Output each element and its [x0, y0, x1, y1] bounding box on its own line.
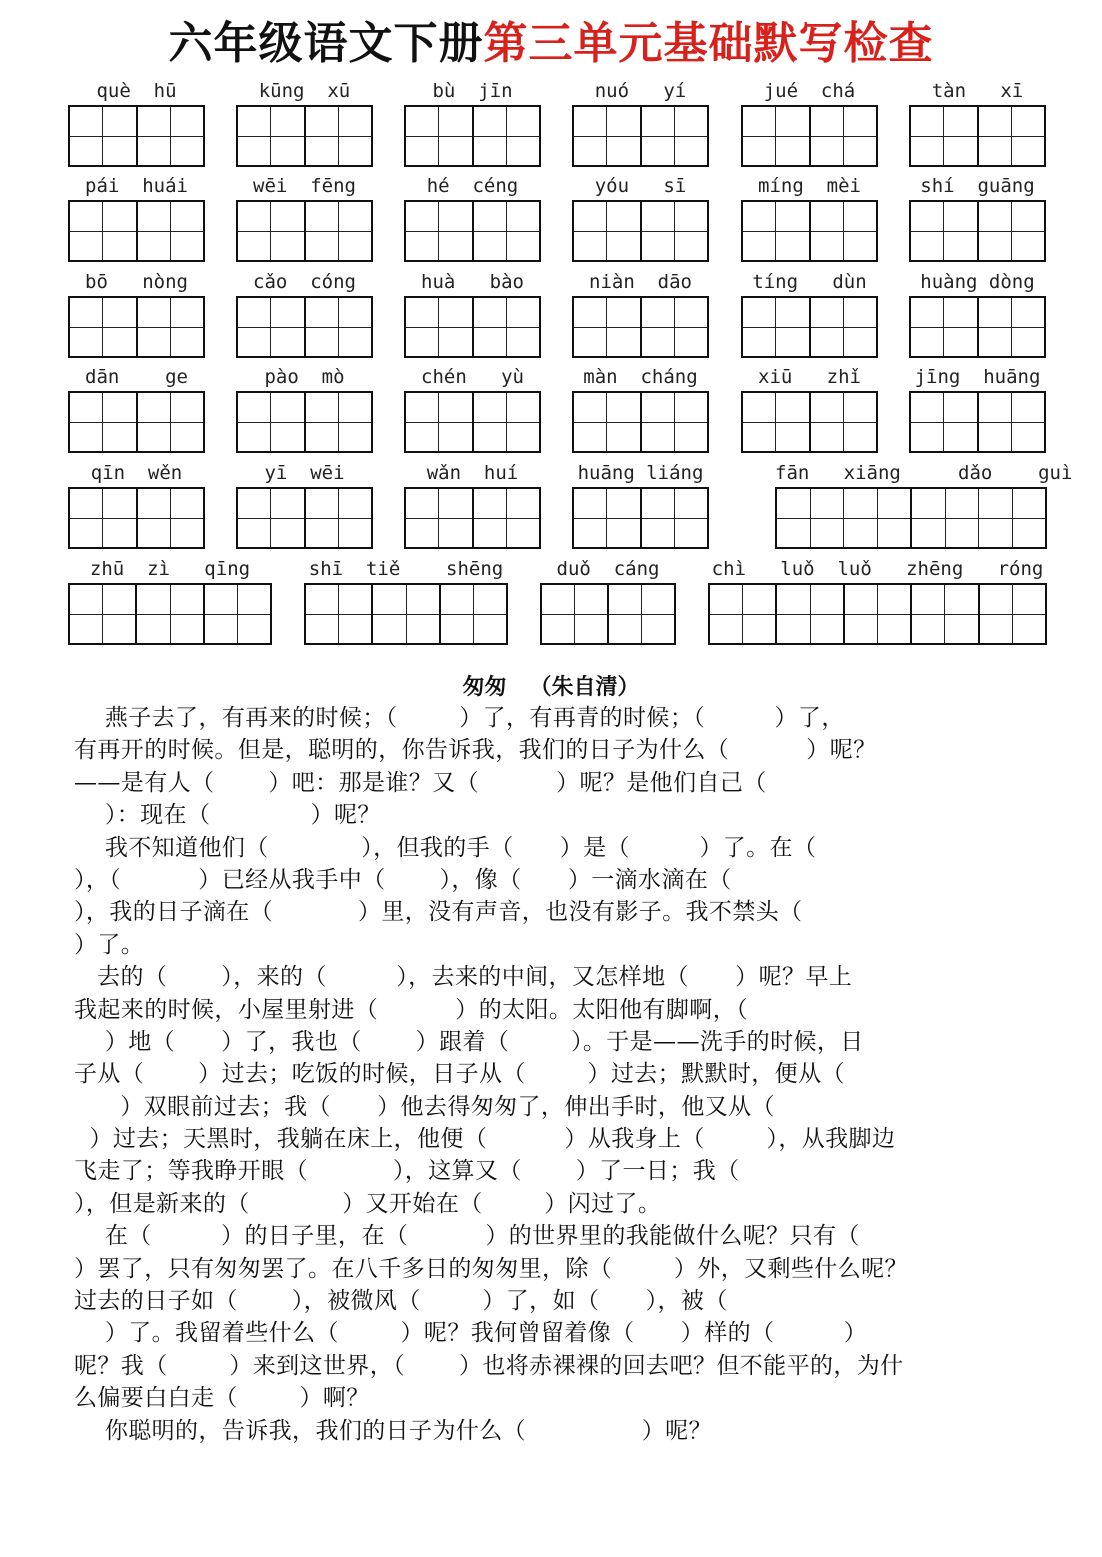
passage-line: ）了。我留着些什么（ ）呢？我何曾留着像（ ）样的（ ）	[74, 1320, 868, 1347]
passage-line: 在（ ）的日子里，在（ ）的世界里的我能做什么呢？只有（	[74, 1223, 860, 1250]
grid-cell[interactable]	[137, 585, 170, 643]
grid-cell[interactable]	[776, 107, 810, 165]
grid-cell[interactable]	[271, 202, 305, 260]
grid-cell[interactable]	[474, 298, 507, 356]
grid-cell[interactable]	[776, 298, 810, 356]
grid-cell[interactable]	[811, 393, 844, 451]
passage-line: ）：现在（ ）呢？	[74, 802, 381, 829]
writing-grid[interactable]	[404, 105, 541, 167]
passage-line: ），但是新来的（ ）又开始在（ ）闪过了。	[74, 1190, 662, 1217]
pinyin-label: cǎo cóng	[253, 271, 356, 293]
grid-cell[interactable]	[103, 298, 137, 356]
grid-cell[interactable]	[1013, 585, 1045, 643]
writing-grid[interactable]	[909, 391, 1046, 453]
writing-grid[interactable]	[68, 487, 205, 549]
grid-cell[interactable]	[103, 393, 137, 451]
grid-cell[interactable]	[574, 107, 607, 165]
grid-cell[interactable]	[474, 393, 507, 451]
pinyin-label: nuó yí	[594, 80, 687, 102]
passage-line: ）双眼前过去；我（ ）他去得匆匆了，伸出手时，他又从（	[74, 1093, 775, 1120]
grid-cell[interactable]	[675, 202, 707, 260]
grid-cell[interactable]	[238, 489, 271, 547]
passage	[74, 702, 1044, 1447]
grid-cell[interactable]	[777, 585, 810, 643]
grid-cell[interactable]	[743, 202, 776, 260]
grid-cell[interactable]	[607, 489, 641, 547]
passage-line: 过去的日子如（ ），被微风（ ）了，如（ ），被（	[74, 1288, 728, 1315]
passage-line: 子从（ ）过去；吃饭的时候，日子从（ ）过去；默默时，便从（	[74, 1061, 845, 1088]
grid-cell[interactable]	[911, 202, 944, 260]
grid-cell[interactable]	[844, 298, 876, 356]
passage-line: 么偏要白白走（ ）啊？	[74, 1385, 370, 1412]
passage-line: ）地（ ）了，我也（ ）跟着（ ）。于是——洗手的时候，日	[74, 1028, 864, 1055]
grid-cell[interactable]	[70, 107, 103, 165]
pinyin-label: duǒ cáng	[556, 558, 660, 580]
pinyin-label: què hū	[96, 80, 177, 102]
writing-grid[interactable]	[540, 583, 676, 645]
grid-cell[interactable]	[138, 107, 171, 165]
grid-cell[interactable]	[912, 489, 946, 547]
grid-cell[interactable]	[811, 202, 844, 260]
grid-cell[interactable]	[507, 393, 539, 451]
grid-cell[interactable]	[944, 298, 978, 356]
pinyin-label: pái huái	[85, 175, 188, 197]
pinyin-label: màn cháng	[583, 366, 698, 388]
pinyin-label: jué chá	[763, 80, 856, 102]
writing-grid[interactable]	[572, 105, 709, 167]
writing-grid[interactable]	[404, 487, 541, 549]
grid-cell[interactable]	[642, 393, 675, 451]
writing-grid[interactable]	[236, 296, 373, 358]
grid-cell[interactable]	[507, 107, 539, 165]
grid-cell[interactable]	[306, 489, 339, 547]
grid-cell[interactable]	[171, 202, 203, 260]
grid-cell[interactable]	[507, 298, 539, 356]
grid-cell[interactable]	[171, 489, 203, 547]
grid-cell[interactable]	[844, 202, 876, 260]
pinyin-label: míng mèi	[758, 175, 861, 197]
grid-cell[interactable]	[675, 107, 707, 165]
grid-cell[interactable]	[238, 107, 271, 165]
grid-cell[interactable]	[103, 489, 137, 547]
grid-cell[interactable]	[138, 489, 171, 547]
title-black: 六年级语文下册	[168, 18, 484, 69]
grid-cell[interactable]	[306, 202, 339, 260]
grid-cell[interactable]	[575, 585, 609, 643]
grid-cell[interactable]	[339, 202, 371, 260]
grid-cell[interactable]	[441, 585, 474, 643]
writing-grid[interactable]	[404, 391, 541, 453]
passage-line: ）过去；天黑时，我躺在床上，他便（ ）从我身上（ ），从我脚边	[74, 1126, 896, 1153]
writing-grid[interactable]	[236, 105, 373, 167]
grid-cell[interactable]	[339, 393, 371, 451]
page-title	[0, 12, 1102, 76]
writing-grid[interactable]	[304, 583, 508, 645]
grid-cell[interactable]	[238, 298, 271, 356]
grid-cell[interactable]	[946, 489, 980, 547]
grid-cell[interactable]	[70, 585, 103, 643]
writing-grid[interactable]	[68, 200, 205, 262]
writing-grid[interactable]	[236, 487, 373, 549]
grid-cell[interactable]	[979, 107, 1012, 165]
pinyin-label: niàn dāo	[589, 271, 692, 293]
grid-cell[interactable]	[474, 202, 507, 260]
grid-cell[interactable]	[439, 489, 473, 547]
grid-cell[interactable]	[911, 393, 944, 451]
grid-cell[interactable]	[878, 585, 912, 643]
grid-cell[interactable]	[675, 393, 707, 451]
grid-cell[interactable]	[238, 202, 271, 260]
grid-cell[interactable]	[138, 202, 171, 260]
writing-grid[interactable]	[909, 105, 1046, 167]
grid-cell[interactable]	[944, 107, 978, 165]
grid-cell[interactable]	[776, 202, 810, 260]
pinyin-label: huāng liáng	[577, 462, 704, 484]
grid-cell[interactable]	[271, 298, 305, 356]
writing-grid[interactable]	[572, 487, 709, 549]
grid-cell[interactable]	[1012, 107, 1044, 165]
pinyin-label: huàng dòng	[920, 271, 1035, 293]
grid-cell[interactable]	[642, 585, 674, 643]
grid-cell[interactable]	[138, 393, 171, 451]
pinyin-label: huà bào	[421, 271, 524, 293]
passage-line: 有再开的时候。但是，聪明的，你告诉我，我们的日子为什么（ ）呢？	[74, 737, 877, 764]
passage-line: 去的（ ），来的（ ），去来的中间，又怎样地（ ）呢？早上	[74, 964, 853, 991]
grid-cell[interactable]	[574, 298, 607, 356]
passage-line: 燕子去了，有再来的时候；（ ）了，有再青的时候；（ ）了，	[74, 705, 845, 731]
grid-cell[interactable]	[306, 298, 339, 356]
pinyin-label: shī tiě shēng	[308, 558, 504, 580]
writing-grid[interactable]	[741, 105, 878, 167]
grid-cell[interactable]	[607, 393, 641, 451]
passage-line: ），我的日子滴在（ ）里，没有声音，也没有影子。我不禁头（	[74, 899, 803, 926]
pinyin-label: fān xiāng dǎo guì	[775, 462, 1073, 484]
pinyin-label: chì luǒ luǒ zhēng róng	[711, 558, 1044, 580]
writing-grid[interactable]	[572, 200, 709, 262]
writing-grid[interactable]	[775, 487, 1047, 549]
grid-cell[interactable]	[70, 393, 103, 451]
grid-cell[interactable]	[743, 107, 776, 165]
pinyin-label: zhū zì qīng	[89, 558, 251, 580]
passage-line: ），（ ）已经从我手中（ ），像（ ）一滴水滴在（	[74, 866, 732, 893]
pinyin-label: xiū zhǐ	[758, 366, 861, 388]
grid-cell[interactable]	[844, 489, 878, 547]
grid-cell[interactable]	[844, 107, 876, 165]
grid-cell[interactable]	[1013, 489, 1046, 547]
pinyin-label: wǎn huí	[426, 462, 519, 484]
grid-cell[interactable]	[474, 489, 507, 547]
writing-grid[interactable]	[909, 296, 1046, 358]
writing-grid[interactable]	[68, 583, 272, 645]
grid-cell[interactable]	[70, 298, 103, 356]
writing-grid[interactable]	[909, 200, 1046, 262]
grid-cell[interactable]	[406, 489, 439, 547]
grid-cell[interactable]	[474, 585, 506, 643]
grid-cell[interactable]	[675, 298, 707, 356]
grid-cell[interactable]	[1012, 202, 1044, 260]
grid-cell[interactable]	[609, 585, 642, 643]
pinyin-label: dān ge	[85, 366, 188, 388]
pinyin-label: yóu sī	[594, 175, 687, 197]
pinyin-label: tàn xī	[931, 80, 1024, 102]
grid-cell[interactable]	[607, 298, 641, 356]
grid-cell[interactable]	[70, 489, 103, 547]
grid-cell[interactable]	[439, 298, 473, 356]
grid-cell[interactable]	[878, 489, 913, 547]
grid-cell[interactable]	[979, 393, 1012, 451]
title-red: 第三单元基础默写检查	[483, 18, 934, 69]
grid-cell[interactable]	[507, 489, 539, 547]
grid-cell[interactable]	[743, 298, 776, 356]
writing-grid[interactable]	[68, 391, 205, 453]
grid-cell[interactable]	[574, 202, 607, 260]
grid-cell[interactable]	[844, 393, 876, 451]
grid-cell[interactable]	[373, 585, 406, 643]
grid-cell[interactable]	[944, 393, 978, 451]
writing-grid[interactable]	[404, 296, 541, 358]
passage-title: 匆匆 （朱自清）	[462, 674, 640, 700]
grid-cell[interactable]	[171, 107, 203, 165]
grid-cell[interactable]	[406, 107, 439, 165]
writing-grid[interactable]	[236, 200, 373, 262]
writing-grid[interactable]	[68, 296, 205, 358]
grid-cell[interactable]	[171, 585, 205, 643]
passage-line: 你聪明的，告诉我，我们的日子为什么（ ）呢？	[74, 1417, 712, 1444]
grid-cell[interactable]	[542, 585, 575, 643]
writing-grid[interactable]	[741, 296, 878, 358]
grid-cell[interactable]	[912, 585, 945, 643]
passage-line: 我不知道他们（ ），但我的手（ ）是（ ）了。在（	[74, 834, 817, 861]
pinyin-label: jīng huāng	[914, 366, 1041, 388]
writing-grid[interactable]	[741, 200, 878, 262]
grid-cell[interactable]	[574, 393, 607, 451]
grid-cell[interactable]	[607, 107, 641, 165]
grid-cell[interactable]	[306, 393, 339, 451]
grid-cell[interactable]	[103, 107, 137, 165]
passage-line: 呢？我（ ）来到这世界，（ ）也将赤裸裸的回去吧？但不能平的，为什	[74, 1352, 904, 1379]
grid-cell[interactable]	[339, 489, 371, 547]
pinyin-label: hé céng	[426, 175, 519, 197]
grid-cell[interactable]	[507, 202, 539, 260]
pinyin-label: bù jīn	[432, 80, 513, 102]
grid-cell[interactable]	[845, 585, 878, 643]
writing-grid[interactable]	[572, 296, 709, 358]
grid-cell[interactable]	[439, 107, 473, 165]
writing-grid[interactable]	[404, 200, 541, 262]
passage-line: ——是有人（ ）吧：那是谁？又（ ）呢？是他们自己（	[74, 769, 767, 796]
grid-cell[interactable]	[439, 202, 473, 260]
grid-cell[interactable]	[945, 585, 979, 643]
grid-cell[interactable]	[103, 202, 137, 260]
grid-cell[interactable]	[306, 107, 339, 165]
writing-grid[interactable]	[572, 391, 709, 453]
grid-cell[interactable]	[710, 585, 743, 643]
grid-cell[interactable]	[979, 298, 1012, 356]
pinyin-label: pào mò	[264, 366, 345, 388]
grid-cell[interactable]	[642, 298, 675, 356]
passage-line: ）罢了，只有匆匆罢了。在八千多日的匆匆里，除（ ）外，又剩些什么呢？	[74, 1255, 908, 1282]
writing-grid[interactable]	[68, 105, 205, 167]
grid-cell[interactable]	[171, 298, 203, 356]
grid-cell[interactable]	[339, 585, 373, 643]
writing-grid[interactable]	[236, 391, 373, 453]
grid-cell[interactable]	[339, 107, 371, 165]
grid-cell[interactable]	[811, 298, 844, 356]
grid-cell[interactable]	[138, 298, 171, 356]
grid-cell[interactable]	[103, 585, 137, 643]
grid-cell[interactable]	[271, 107, 305, 165]
grid-cell[interactable]	[911, 107, 944, 165]
grid-cell[interactable]	[607, 202, 641, 260]
grid-cell[interactable]	[271, 393, 305, 451]
grid-cell[interactable]	[811, 585, 845, 643]
pinyin-label: kūng xū	[258, 80, 351, 102]
grid-cell[interactable]	[777, 489, 811, 547]
pinyin-label: qīn wěn	[90, 462, 183, 484]
grid-cell[interactable]	[70, 202, 103, 260]
grid-cell[interactable]	[980, 585, 1013, 643]
grid-cell[interactable]	[642, 107, 675, 165]
pinyin-label: bō nòng	[85, 271, 188, 293]
grid-cell[interactable]	[306, 585, 339, 643]
grid-cell[interactable]	[811, 489, 845, 547]
grid-cell[interactable]	[406, 298, 439, 356]
grid-cell[interactable]	[776, 393, 810, 451]
grid-cell[interactable]	[811, 107, 844, 165]
grid-cell[interactable]	[474, 107, 507, 165]
grid-cell[interactable]	[642, 202, 675, 260]
writing-grid[interactable]	[708, 583, 1047, 645]
passage-line: ）了。	[74, 931, 145, 958]
grid-cell[interactable]	[944, 202, 978, 260]
pinyin-label: yī wēi	[264, 462, 345, 484]
grid-cell[interactable]	[911, 298, 944, 356]
grid-cell[interactable]	[406, 393, 439, 451]
grid-cell[interactable]	[339, 298, 371, 356]
grid-cell[interactable]	[743, 585, 777, 643]
grid-cell[interactable]	[238, 585, 270, 643]
grid-cell[interactable]	[407, 585, 441, 643]
grid-cell[interactable]	[406, 202, 439, 260]
passage-line: 我起来的时候，小屋里射进（ ）的太阳。太阳他有脚啊，（	[74, 996, 749, 1023]
grid-cell[interactable]	[743, 393, 776, 451]
pinyin-label: wēi fēng	[253, 175, 356, 197]
grid-cell[interactable]	[271, 489, 305, 547]
grid-cell[interactable]	[171, 393, 203, 451]
grid-cell[interactable]	[642, 489, 675, 547]
grid-cell[interactable]	[439, 393, 473, 451]
grid-cell[interactable]	[205, 585, 238, 643]
passage-line: 飞走了；等我睁开眼（ ），这算又（ ）了一日；我（	[74, 1158, 740, 1185]
writing-grid[interactable]	[741, 391, 878, 453]
grid-cell[interactable]	[1012, 298, 1044, 356]
grid-cell[interactable]	[979, 489, 1013, 547]
grid-cell[interactable]	[1012, 393, 1044, 451]
grid-cell[interactable]	[675, 489, 707, 547]
pinyin-label: chén yù	[421, 366, 524, 388]
grid-cell[interactable]	[238, 393, 271, 451]
pinyin-label: shí guāng	[920, 175, 1035, 197]
grid-cell[interactable]	[979, 202, 1012, 260]
pinyin-label: tíng dùn	[752, 271, 867, 293]
grid-cell[interactable]	[574, 489, 607, 547]
